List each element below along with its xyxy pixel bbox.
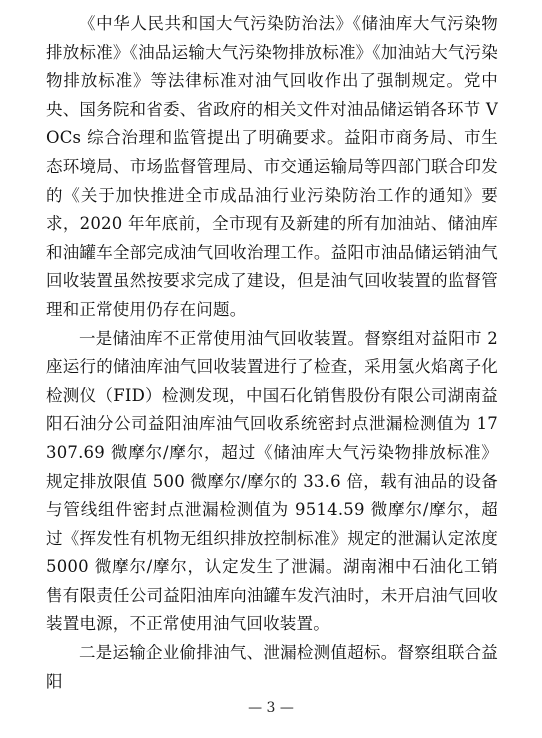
paragraph-1-text: 《中华人民共和国大气污染防治法》《储油库大气污染物排放标准》《油品运输大气污染物排放标准》《加油站大气污染物排放标准》等法律标准对油气回收作出了强制规定。党中央、国务院和省委、省政府的相关文件对油品储运销各环节 VOCs 综合治理和监管提出了明确要求。益阳市商务局、市生态环境局、市场监督管理局、市交通运输局等四部门联合印发的《关于加快推进全市成品油行业污染防治工作的通知》要求，2020 年年底前，全市现有及新建的所有加油站、储油库和油罐车全部完成油气回收治理工作。益阳市油品储运销油气回收装置虽然按要求完成了建设，但是油气回收装置的监督管理和正常使用仍存在问题。 bbox=[46, 14, 498, 319]
paragraph-3 bbox=[46, 639, 498, 696]
paragraph-3-text: 督察组联合益阳 bbox=[46, 643, 498, 691]
page-number: — 3 — bbox=[248, 700, 294, 716]
paragraph-1 bbox=[46, 10, 498, 325]
paragraph-2-text: 督察组对益阳市 2 座运行的储油库油气回收装置进行了检查，采用氢火焰离子化检测仪（FID）检测发现，中国石化销售股份有限公司湖南益阳石油分公司益阳油库油气回收系统密封点泄漏检测值为 17307.69 微摩尔/摩尔，超过《储油库大气污染物排放标准》规定排放限值 500 微摩尔/摩尔的 33.6 倍，载有油品的设备与管线组件密封点泄漏检测值为 9514.59 微摩尔/摩尔，超过《挥发性有机物无组织排放控制标准》规定的泄漏认定浓度 5000 微摩尔/摩尔，认定发生了泄漏。湖南湘中石油化工销售有限责任公司益阳油库向油罐车发汽油时，未开启油气回收装置电源，不正常使用油气回收装置。 bbox=[46, 328, 498, 634]
paragraph-2 bbox=[46, 325, 498, 640]
paragraph-2-lead: 一是储油库不正常使用油气回收装置。 bbox=[79, 328, 365, 348]
paragraph-3-lead: 二是运输企业偷排油气、泄漏检测值超标。 bbox=[79, 643, 398, 663]
document-body bbox=[46, 10, 498, 696]
